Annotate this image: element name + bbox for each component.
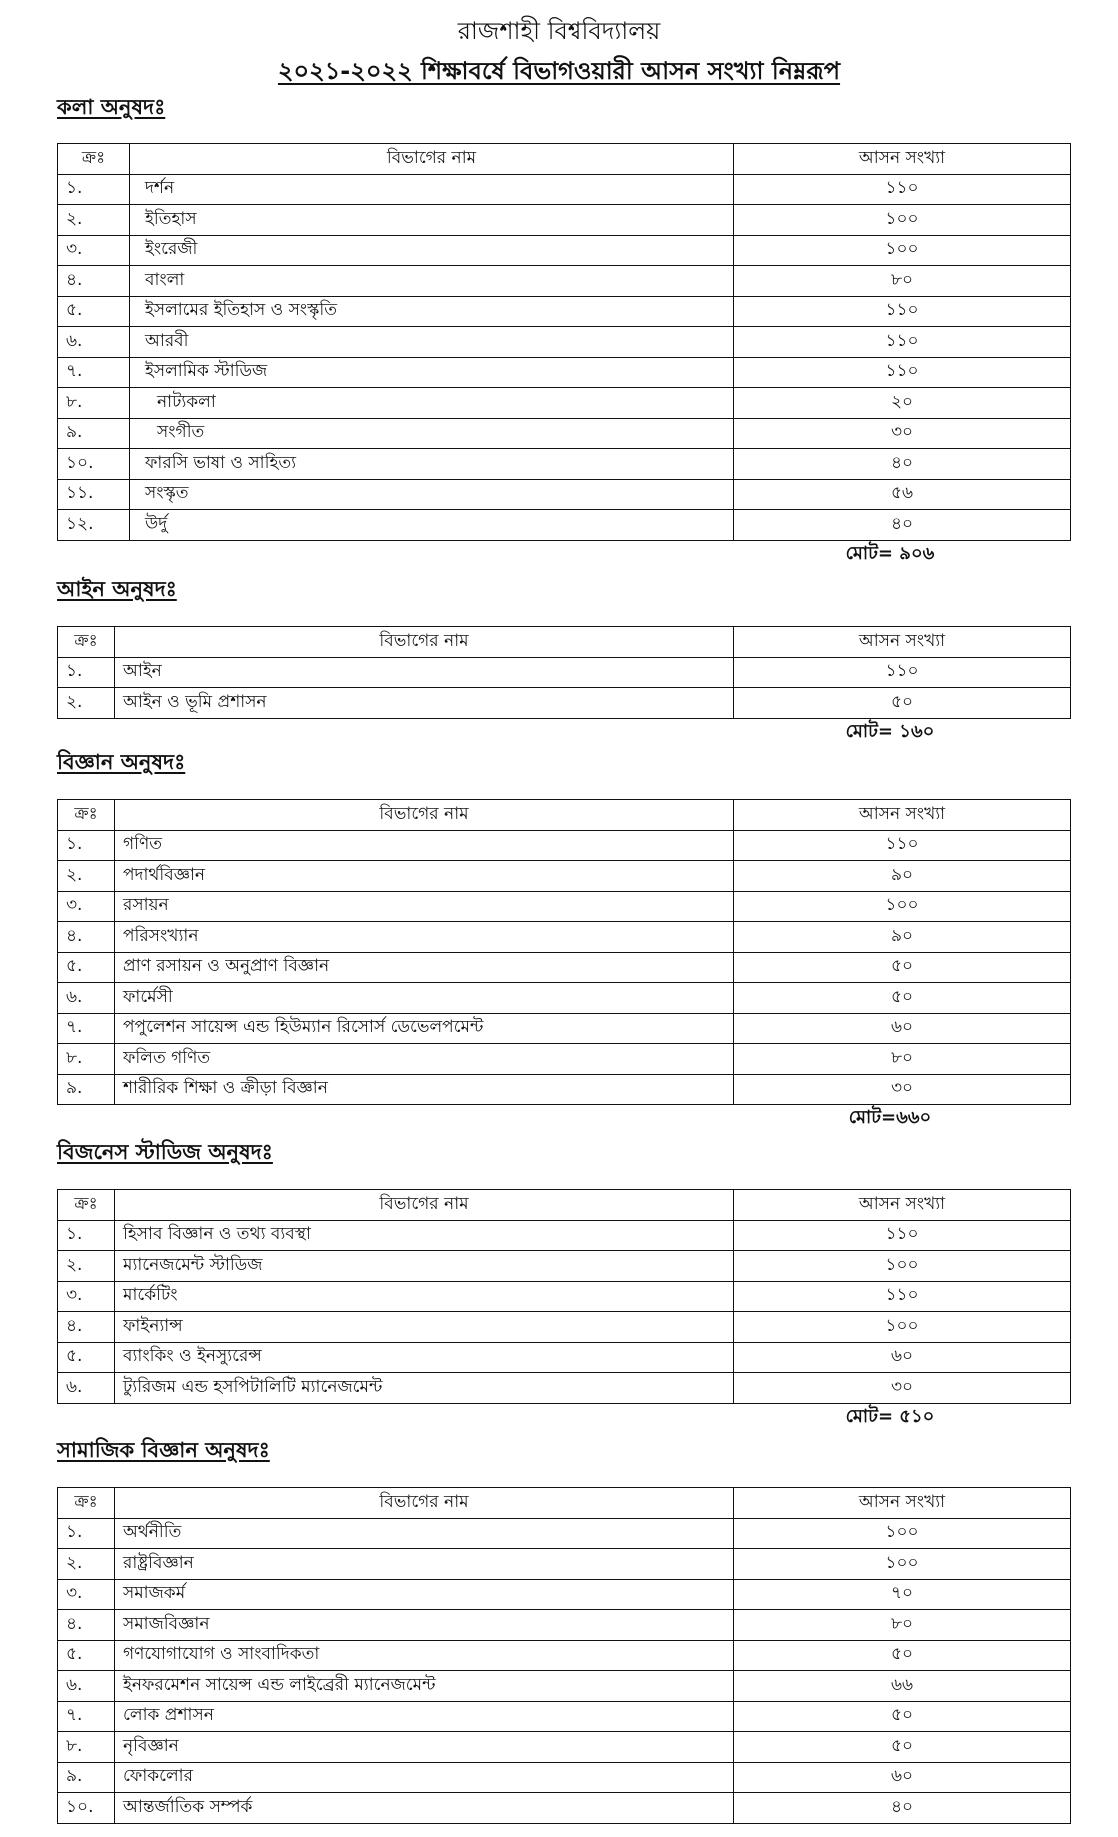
serial-number: ৫. — [58, 296, 130, 327]
seat-count: ৮০ — [734, 266, 1071, 297]
serial-number: ৯. — [58, 1762, 115, 1793]
department-seat-table — [57, 626, 1071, 719]
serial-number: ১২. — [58, 510, 130, 541]
seat-count: ৯০ — [734, 922, 1071, 953]
seat-count-column-header: আসন সংখ্যা — [734, 144, 1071, 175]
seat-count: ৬০ — [734, 1342, 1071, 1373]
serial-number: ৪. — [58, 1610, 115, 1641]
table-row — [58, 266, 1071, 297]
serial-number: ৬. — [58, 1373, 115, 1404]
seat-count: ১১০ — [734, 1281, 1071, 1312]
seat-count: ১০০ — [734, 891, 1071, 922]
table-row — [58, 830, 1071, 861]
department-name: ফাইন্যান্স — [115, 1312, 734, 1343]
seat-count: ৪০ — [734, 449, 1071, 480]
department-seat-table — [57, 143, 1071, 541]
serial-number: ১. — [58, 1220, 115, 1251]
table-row — [58, 983, 1071, 1014]
seat-count: ৫০ — [734, 1732, 1071, 1763]
table-row — [58, 1251, 1071, 1282]
department-name: লোক প্রশাসন — [115, 1701, 734, 1732]
serial-column-header: ক্রঃ — [58, 1488, 115, 1519]
table-row — [58, 1640, 1071, 1671]
section-heading: কলা অনুষদঃ — [57, 95, 166, 119]
department-seat-table — [57, 799, 1071, 1105]
seat-count-column-header: আসন সংখ্যা — [734, 1190, 1071, 1221]
department-name: রাষ্ট্রবিজ্ঞান — [115, 1549, 734, 1580]
seat-count: ১০০ — [734, 235, 1071, 266]
department-name: ট্যুরিজম এন্ড হসপিটালিটি ম্যানেজমেন্ট — [115, 1373, 734, 1404]
seat-count: ১০০ — [734, 1518, 1071, 1549]
section-heading: সামাজিক বিজ্ঞান অনুষদঃ — [57, 1438, 270, 1462]
department-name: সংগীত — [130, 418, 734, 449]
table-row — [58, 418, 1071, 449]
serial-number: ৮. — [58, 1044, 115, 1075]
serial-number: ৬. — [58, 327, 130, 358]
serial-number: ৫. — [58, 1640, 115, 1671]
serial-number: ২. — [58, 688, 115, 719]
seat-count: ৬০ — [734, 1013, 1071, 1044]
table-row — [58, 205, 1071, 236]
seat-count: ১১০ — [734, 174, 1071, 205]
seat-count-column-header: আসন সংখ্যা — [734, 1488, 1071, 1519]
serial-number: ৪. — [58, 922, 115, 953]
table-row — [58, 1013, 1071, 1044]
serial-number: ৬. — [58, 983, 115, 1014]
table-row — [58, 1549, 1071, 1580]
seat-count: ১০০ — [734, 1251, 1071, 1282]
seat-count: ১১০ — [734, 1220, 1071, 1251]
seat-count-column-header: আসন সংখ্যা — [734, 627, 1071, 658]
serial-number: ১. — [58, 174, 130, 205]
university-title: রাজশাহী বিশ্ববিদ্যালয় — [457, 17, 661, 45]
seat-count: ৮০ — [734, 1610, 1071, 1641]
department-name-column-header: বিভাগের নাম — [115, 627, 734, 658]
serial-number: ১. — [58, 830, 115, 861]
table-row — [58, 1732, 1071, 1763]
serial-number: ৩. — [58, 1579, 115, 1610]
table-row — [58, 922, 1071, 953]
department-name: উর্দু — [130, 510, 734, 541]
department-name: গণযোগাযোগ ও সাংবাদিকতা — [115, 1640, 734, 1671]
department-name: রসায়ন — [115, 891, 734, 922]
seat-count: ১০০ — [734, 1549, 1071, 1580]
department-name-column-header: বিভাগের নাম — [115, 1190, 734, 1221]
table-row — [58, 1671, 1071, 1702]
table-header-row — [58, 627, 1071, 658]
section-total: মোট= ৫১০ — [845, 1405, 935, 1427]
department-name: ইসলামিক স্টাডিজ — [130, 357, 734, 388]
table-header-row — [58, 1190, 1071, 1221]
table-row — [58, 174, 1071, 205]
section-total: মোট= ৯০৬ — [845, 542, 935, 564]
department-name: বাংলা — [130, 266, 734, 297]
table-header-row — [58, 144, 1071, 175]
department-name: পদার্থবিজ্ঞান — [115, 861, 734, 892]
section-total: মোট= ১৬০ — [845, 720, 935, 742]
seat-count-column-header: আসন সংখ্যা — [734, 800, 1071, 831]
table-row — [58, 861, 1071, 892]
table-row — [58, 1701, 1071, 1732]
table-row — [58, 688, 1071, 719]
table-row — [58, 1579, 1071, 1610]
seat-count: ৫০ — [734, 952, 1071, 983]
seat-count: ৫৬ — [734, 479, 1071, 510]
department-seat-table — [57, 1487, 1071, 1824]
serial-number: ১. — [58, 1518, 115, 1549]
seat-count: ৭০ — [734, 1579, 1071, 1610]
serial-number: ১. — [58, 657, 115, 688]
table-row — [58, 1373, 1071, 1404]
department-name: মার্কেটিং — [115, 1281, 734, 1312]
section-heading: বিজনেস স্টাডিজ অনুষদঃ — [57, 1140, 273, 1164]
table-row — [58, 1342, 1071, 1373]
document-subtitle: ২০২১-২০২২ শিক্ষাবর্ষে বিভাগওয়ারী আসন সংখ্যা নিম্নরূপ — [277, 57, 841, 85]
table-row — [58, 388, 1071, 419]
serial-column-header: ক্রঃ — [58, 627, 115, 658]
serial-number: ২. — [58, 861, 115, 892]
seat-count: ১১০ — [734, 657, 1071, 688]
department-name-column-header: বিভাগের নাম — [130, 144, 734, 175]
department-name: আইন — [115, 657, 734, 688]
seat-count: ২০ — [734, 388, 1071, 419]
seat-count: ৫০ — [734, 1701, 1071, 1732]
department-name: ফলিত গণিত — [115, 1044, 734, 1075]
department-name: ইনফরমেশন সায়েন্স এন্ড লাইব্রেরী ম্যানেজমেন্ট — [115, 1671, 734, 1702]
serial-number: ৭. — [58, 1701, 115, 1732]
department-name: হিসাব বিজ্ঞান ও তথ্য ব্যবস্থা — [115, 1220, 734, 1251]
serial-number: ২. — [58, 1549, 115, 1580]
serial-number: ১০. — [58, 449, 130, 480]
seat-count: ৪০ — [734, 1793, 1071, 1824]
table-row — [58, 891, 1071, 922]
department-name-column-header: বিভাগের নাম — [115, 1488, 734, 1519]
serial-number: ৩. — [58, 1281, 115, 1312]
seat-count: ৫০ — [734, 688, 1071, 719]
section-heading: আইন অনুষদঃ — [57, 577, 177, 601]
department-name: ইতিহাস — [130, 205, 734, 236]
department-name: গণিত — [115, 830, 734, 861]
serial-number: ৮. — [58, 1732, 115, 1763]
seat-count: ৪০ — [734, 510, 1071, 541]
department-name: আন্তর্জাতিক সম্পর্ক — [115, 1793, 734, 1824]
department-name: পরিসংখ্যান — [115, 922, 734, 953]
seat-count: ১১০ — [734, 357, 1071, 388]
department-name: আইন ও ভূমি প্রশাসন — [115, 688, 734, 719]
department-name-column-header: বিভাগের নাম — [115, 800, 734, 831]
table-row — [58, 952, 1071, 983]
serial-number: ৪. — [58, 1312, 115, 1343]
department-name: শারীরিক শিক্ষা ও ক্রীড়া বিজ্ঞান — [115, 1074, 734, 1105]
department-name: পপুলেশন সায়েন্স এন্ড হিউম্যান রিসোর্স ডেভেলপমেন্ট — [115, 1013, 734, 1044]
department-name: সংস্কৃত — [130, 479, 734, 510]
seat-count: ৬৬ — [734, 1671, 1071, 1702]
department-name: ফার্মেসী — [115, 983, 734, 1014]
department-name: ফারসি ভাষা ও সাহিত্য — [130, 449, 734, 480]
seat-count: ৯০ — [734, 861, 1071, 892]
table-row — [58, 1074, 1071, 1105]
seat-count: ৫০ — [734, 1640, 1071, 1671]
section-heading: বিজ্ঞান অনুষদঃ — [57, 750, 186, 774]
table-row — [58, 1312, 1071, 1343]
seat-count: ৫০ — [734, 983, 1071, 1014]
table-row — [58, 296, 1071, 327]
table-row — [58, 1044, 1071, 1075]
serial-number: ৩. — [58, 235, 130, 266]
section-total: মোট=৬৬০ — [848, 1107, 932, 1128]
table-header-row — [58, 800, 1071, 831]
department-name: প্রাণ রসায়ন ও অনুপ্রাণ বিজ্ঞান — [115, 952, 734, 983]
serial-column-header: ক্রঃ — [58, 144, 130, 175]
department-name: ম্যানেজমেন্ট স্টাডিজ — [115, 1251, 734, 1282]
department-name: দর্শন — [130, 174, 734, 205]
serial-number: ৭. — [58, 357, 130, 388]
serial-number: ৮. — [58, 388, 130, 419]
table-row — [58, 449, 1071, 480]
serial-number: ৫. — [58, 952, 115, 983]
table-row — [58, 1610, 1071, 1641]
department-name: ইসলামের ইতিহাস ও সংস্কৃতি — [130, 296, 734, 327]
seat-count: ৬০ — [734, 1762, 1071, 1793]
department-name: অর্থনীতি — [115, 1518, 734, 1549]
seat-count: ১০০ — [734, 205, 1071, 236]
serial-number: ৩. — [58, 891, 115, 922]
table-row — [58, 357, 1071, 388]
serial-number: ৬. — [58, 1671, 115, 1702]
table-row — [58, 1220, 1071, 1251]
table-row — [58, 327, 1071, 358]
seat-count: ১০০ — [734, 1312, 1071, 1343]
table-row — [58, 1762, 1071, 1793]
table-row — [58, 479, 1071, 510]
table-row — [58, 657, 1071, 688]
department-name: ফোকলোর — [115, 1762, 734, 1793]
seat-count: ১১০ — [734, 327, 1071, 358]
table-row — [58, 1793, 1071, 1824]
seat-count: ১১০ — [734, 296, 1071, 327]
serial-number: ৫. — [58, 1342, 115, 1373]
serial-column-header: ক্রঃ — [58, 800, 115, 831]
serial-number: ৯. — [58, 418, 130, 449]
department-name: নৃবিজ্ঞান — [115, 1732, 734, 1763]
seat-count: ৮০ — [734, 1044, 1071, 1075]
seat-count: ১১০ — [734, 830, 1071, 861]
seat-count: ৩০ — [734, 1074, 1071, 1105]
serial-number: ৯. — [58, 1074, 115, 1105]
department-name: আরবী — [130, 327, 734, 358]
table-row — [58, 1518, 1071, 1549]
serial-column-header: ক্রঃ — [58, 1190, 115, 1221]
table-row — [58, 1281, 1071, 1312]
department-name: সমাজকর্ম — [115, 1579, 734, 1610]
table-row — [58, 510, 1071, 541]
seat-count: ৩০ — [734, 1373, 1071, 1404]
serial-number: ২. — [58, 1251, 115, 1282]
department-name: ইংরেজী — [130, 235, 734, 266]
table-row — [58, 235, 1071, 266]
serial-number: ৪. — [58, 266, 130, 297]
serial-number: ৭. — [58, 1013, 115, 1044]
department-name: সমাজবিজ্ঞান — [115, 1610, 734, 1641]
serial-number: ২. — [58, 205, 130, 236]
seat-count: ৩০ — [734, 418, 1071, 449]
department-seat-table — [57, 1189, 1071, 1404]
serial-number: ১১. — [58, 479, 130, 510]
serial-number: ১০. — [58, 1793, 115, 1824]
department-name: নাট্যকলা — [130, 388, 734, 419]
table-header-row — [58, 1488, 1071, 1519]
department-name: ব্যাংকিং ও ইনস্যুরেন্স — [115, 1342, 734, 1373]
